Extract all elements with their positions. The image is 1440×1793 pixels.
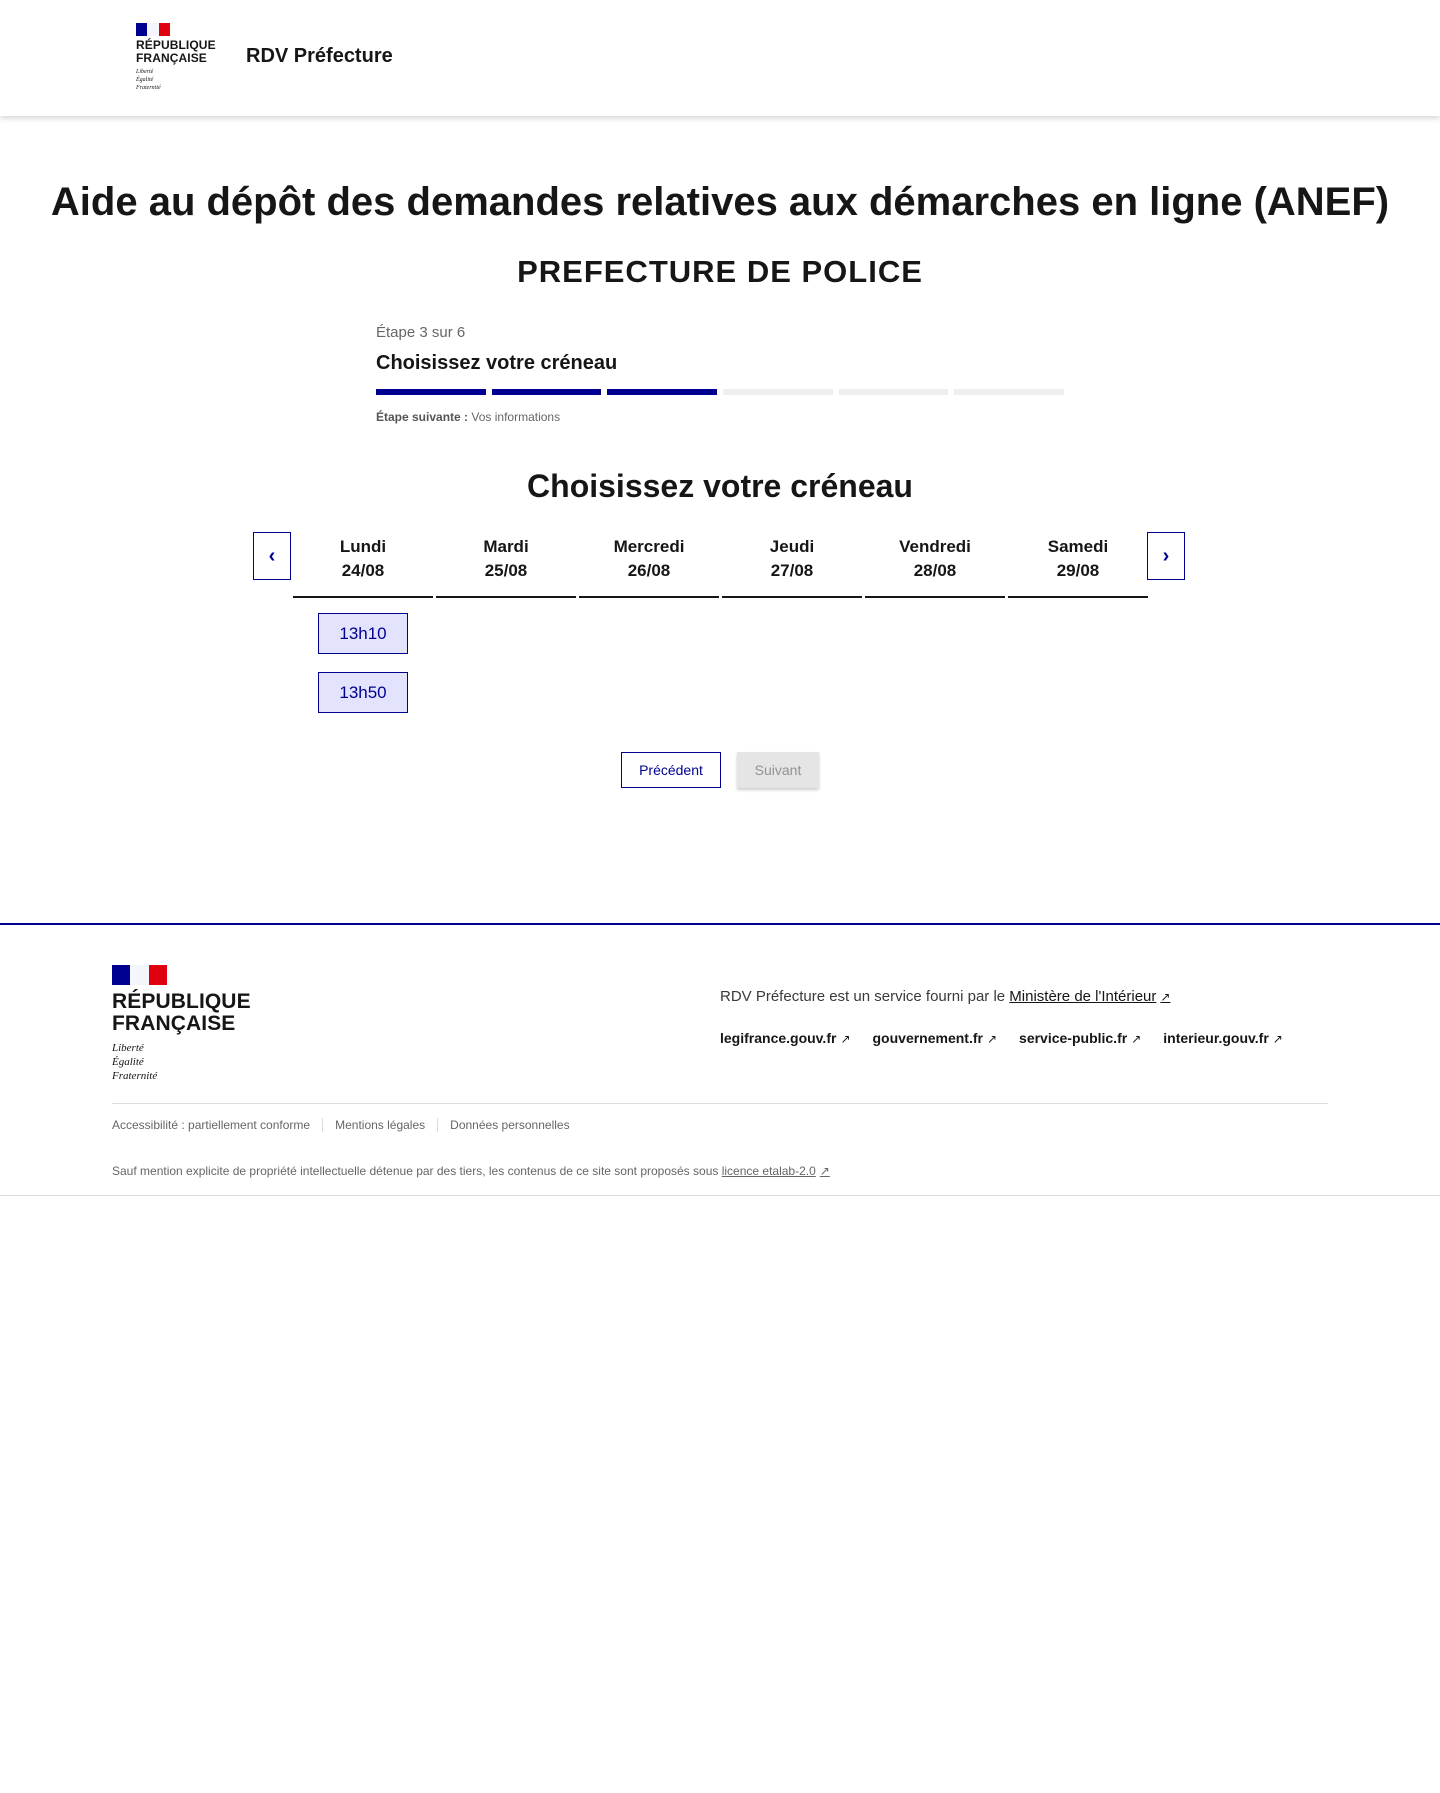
footer-logo-line2: FRANÇAISE: [112, 1012, 236, 1035]
day-header: [436, 532, 576, 598]
time-slot-button[interactable]: 13h50: [318, 672, 408, 713]
mentions-legales-link[interactable]: Mentions légales: [322, 1118, 437, 1132]
footer-republique-logo[interactable]: [112, 965, 251, 1083]
stepper: [376, 324, 1064, 424]
marianne-flag-icon: [136, 23, 170, 36]
external-link-icon: ↗: [840, 1032, 851, 1046]
motto-egalite: Égalité: [136, 77, 154, 83]
interieur-link[interactable]: [1163, 1030, 1283, 1046]
footer-motto-fraternite: Fraternité: [112, 1070, 158, 1082]
prefecture-title: PREFECTURE DE POLICE: [517, 254, 923, 289]
site-header: [0, 0, 1440, 116]
slot-section-title: Choisissez votre créneau: [527, 468, 913, 504]
footer-licence: [112, 1164, 830, 1178]
republique-francaise-logo[interactable]: [136, 23, 226, 92]
time-slot-button[interactable]: 13h10: [318, 613, 408, 654]
step-bar-1: [376, 389, 486, 395]
external-link-icon: ↗: [986, 1032, 998, 1046]
footer-description: [720, 988, 1170, 1005]
day-header: [579, 532, 719, 598]
step-bar-5: [839, 389, 949, 395]
day-name: Samedi: [1047, 537, 1109, 556]
previous-week-button[interactable]: [253, 532, 291, 580]
day-header: [865, 532, 1005, 598]
step-bar-3: [607, 389, 717, 395]
gouvernement-link[interactable]: [873, 1030, 998, 1046]
chevron-left-icon: ‹: [268, 544, 276, 567]
day-date: 28/08: [913, 561, 957, 580]
week-calendar: [293, 532, 1148, 731]
ministere-link-label: Ministère de l'Intérieur: [1009, 988, 1157, 1005]
motto-fraternite: Fraternité: [136, 85, 161, 91]
stepper-next-step: [376, 410, 1064, 424]
day-name: Jeudi: [769, 537, 815, 556]
day-column-mardi: [436, 532, 576, 731]
stepper-title: Choisissez votre créneau: [376, 352, 618, 374]
licence-text: Sauf mention explicite de propriété intellectuelle détenue par des tiers, les contenus de ce site sont proposés sous: [112, 1164, 719, 1178]
logo-line2: FRANÇAISE: [136, 51, 207, 65]
slot-list: [293, 598, 433, 713]
footer-logo-line1: RÉPUBLIQUE: [112, 990, 251, 1013]
licence-link-label: licence etalab-2.0: [721, 1164, 816, 1178]
external-link-icon: ↗: [1272, 1032, 1283, 1046]
page-title: Aide au dépôt des demandes relatives aux démarches en ligne (ANEF): [50, 180, 1390, 224]
stepper-progress: [376, 389, 1064, 395]
day-date: 25/08: [484, 561, 528, 580]
footer-divider: [112, 1103, 1328, 1104]
day-header: [1008, 532, 1148, 598]
day-column-jeudi: [722, 532, 862, 731]
external-link-icon: ↗: [1131, 1032, 1142, 1046]
next-step-label: Étape suivante :: [376, 410, 469, 424]
logo-text: [136, 39, 226, 65]
link-label: gouvernement.fr: [872, 1030, 983, 1046]
day-column-samedi: [1008, 532, 1148, 731]
service-public-link[interactable]: [1019, 1030, 1141, 1046]
site-footer: [0, 923, 1440, 1196]
footer-bottom-links: [112, 1118, 582, 1132]
link-label: service-public.fr: [1019, 1030, 1128, 1046]
day-date: 24/08: [341, 561, 385, 580]
day-name: Lundi: [339, 537, 387, 556]
day-date: 26/08: [627, 561, 671, 580]
footer-motto-egalite: Égalité: [112, 1056, 144, 1068]
day-date: 29/08: [1056, 561, 1100, 580]
external-link-icon: ↗: [819, 1164, 830, 1178]
accessibilite-link[interactable]: Accessibilité : partiellement conforme: [112, 1118, 311, 1132]
next-week-button[interactable]: [1147, 532, 1185, 580]
link-label: interieur.gouv.fr: [1163, 1030, 1269, 1046]
link-label: legifrance.gouv.fr: [720, 1030, 837, 1046]
next-button[interactable]: Suivant: [737, 752, 819, 788]
logo-motto: [136, 68, 226, 92]
donnees-personnelles-link[interactable]: Données personnelles: [437, 1118, 581, 1132]
marianne-flag-icon: [112, 965, 167, 985]
chevron-right-icon: ›: [1162, 544, 1170, 567]
stepper-state: Étape 3 sur 6: [376, 324, 466, 341]
day-date: 27/08: [770, 561, 814, 580]
day-column-mercredi: [579, 532, 719, 731]
day-header: [293, 532, 433, 598]
step-bar-4: [723, 389, 833, 395]
logo-line1: RÉPUBLIQUE: [136, 38, 216, 52]
licence-link[interactable]: [722, 1164, 830, 1178]
day-name: Mercredi: [613, 537, 685, 556]
footer-links: [720, 1030, 1283, 1046]
day-header: [722, 532, 862, 598]
next-step-value: Vos informations: [471, 410, 561, 424]
footer-logo-motto: [112, 1041, 251, 1083]
external-link-icon: ↗: [1160, 990, 1171, 1004]
ministere-link[interactable]: [1009, 988, 1170, 1005]
previous-button[interactable]: Précédent: [621, 752, 721, 788]
day-column-vendredi: [865, 532, 1005, 731]
service-title[interactable]: RDV Préfecture: [246, 45, 393, 67]
day-column-lundi: [293, 532, 433, 731]
motto-liberte: Liberté: [136, 69, 154, 75]
footer-desc-text: RDV Préfecture est un service fourni par le: [720, 988, 1006, 1005]
day-name: Mardi: [483, 537, 529, 556]
day-name: Vendredi: [899, 537, 971, 556]
footer-logo-text: [112, 991, 251, 1035]
step-bar-6: [954, 389, 1064, 395]
legifrance-link[interactable]: [720, 1030, 851, 1046]
footer-motto-liberte: Liberté: [112, 1042, 144, 1054]
step-bar-2: [492, 389, 602, 395]
